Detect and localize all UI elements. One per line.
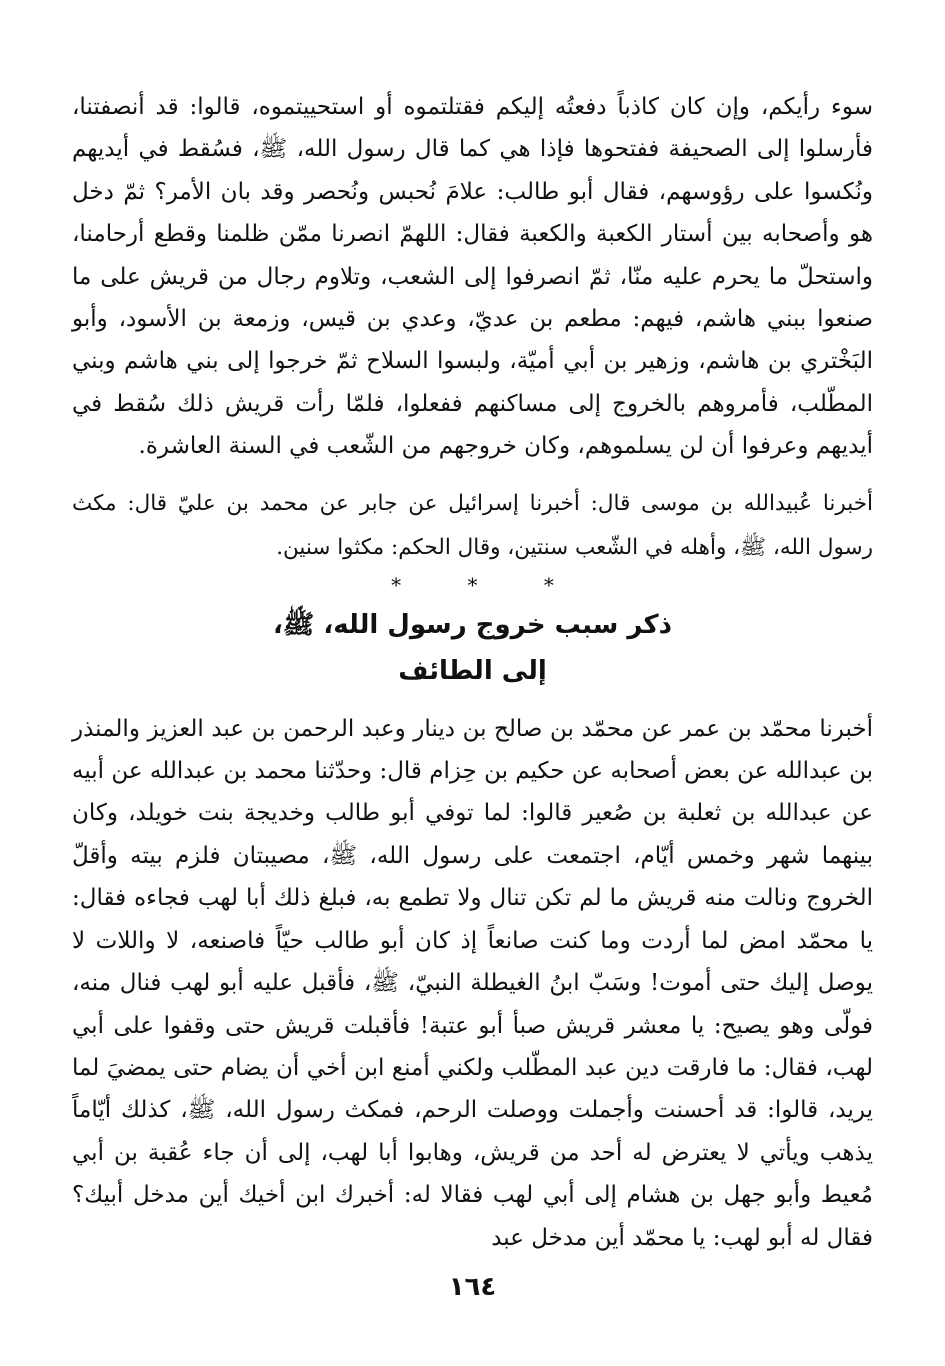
separator-star: *	[467, 572, 478, 597]
paragraph-1: سوء رأيكم، وإن كان كاذباً دفعتُه إليكم فقتلتموه أو استحييتموه، قالوا: قد أنصفتنا، فأرسلوا إلى الصحيفة ففتحوها فإذا هي كما قال رسول الله، ﷺ، فسُقط في أيديهم ونُكسوا على رؤوسهم، فقال أبو طالب: علامَ نُحبس ونُحصر وقد بان الأمر؟ ثمّ دخل هو وأصحابه بين أستار الكعبة والكعبة فقال: اللهمّ انصرنا ممّن ظلمنا وقطع أرحامنا، واستحلّ ما يحرم عليه منّا، ثمّ انصرفوا إلى الشعب، وتلاوم رجال من قريش على ما صنعوا ببني هاشم، فيهم: مطعم بن عديّ، وعدي بن قيس، وزمعة بن الأسود، وأبو البَخْتري بن هاشم، وزهير بن أبي أميّة، ولبسوا السلاح ثمّ خرجوا إلى بني هاشم وبني المطّلب، فأمروهم بالخروج إلى مساكنهم ففعلوا، فلمّا رأت قريش ذلك سُقط في أيديهم وعرفوا أن لن يسلموهم، وكان خروجهم من الشّعب في السنة العاشرة.	[72, 94, 873, 460]
page-number: ١٦٤	[448, 1272, 497, 1302]
page-body	[72, 86, 873, 1259]
paragraph-3: أخبرنا محمّد بن عمر عن محمّد بن صالح بن دينار وعبد الرحمن بن عبد العزيز والمنذر بن عبدالله عن بعض أصحابه عن حكيم بن حِزام قال: وحدّثنا محمد بن عبدالله عن أبيه عن عبدالله بن ثعلبة بن صُعير قالوا: لما توفي أبو طالب وخديجة بنت خويلد، وكان بينهما شهر وخمس أيّام، اجتمعت على رسول الله، ﷺ، مصيبتان فلزم بيته وأقلّ الخروج ونالت منه قريش ما لم تكن تنال ولا تطمع به، فبلغ ذلك أبا لهب فجاءه فقال: يا محمّد امض لما أردت وما كنت صانعاً إذ كان أبو طالب حيّاً فاصنعه، لا واللات لا يوصل إليك حتى أموت! وسَبّ ابنُ الغيطلة النبيّ، ﷺ، فأقبل عليه أبو لهب فنال منه، فولّى وهو يصيح: يا معشر قريش صبأ أبو عتبة! فأقبلت قريش حتى وقفوا على أبي لهب، فقال: ما فارقت دين عبد المطّلب ولكني أمنع ابن أخي أن يضام حتى يمضيَ لما يريد، قالوا: قد أحسنت وأجملت ووصلت الرحم، فمكث رسول الله، ﷺ، كذلك أيّاماً يذهب ويأتي لا يعترض له أحد من قريش، وهابوا أبا لهب، إلى أن جاء عُقبة بن أبي مُعيط وأبو جهل بن هشام إلى أبي لهب فقالا له: أخبرك ابن أخيك أين مدخل أبيك؟ فقال له أبو لهب: يا محمّد أين مدخل عبد	[72, 715, 873, 1251]
section-heading: ذكر سبب خروج رسول الله، ﷺ،	[272, 609, 673, 640]
separator-star: *	[391, 572, 402, 597]
separator-star: *	[543, 572, 554, 597]
section-separator	[72, 574, 873, 596]
section-heading-subtitle: إلى الطائف	[398, 655, 547, 686]
paragraph-2: أخبرنا عُبيدالله بن موسى قال: أخبرنا إسرائيل عن جابر عن محمد بن عليّ قال: مكث رسول الله، ﷺ، وأهله في الشّعب سنتين، وقال الحكم: مكثوا سنين.	[72, 490, 873, 560]
